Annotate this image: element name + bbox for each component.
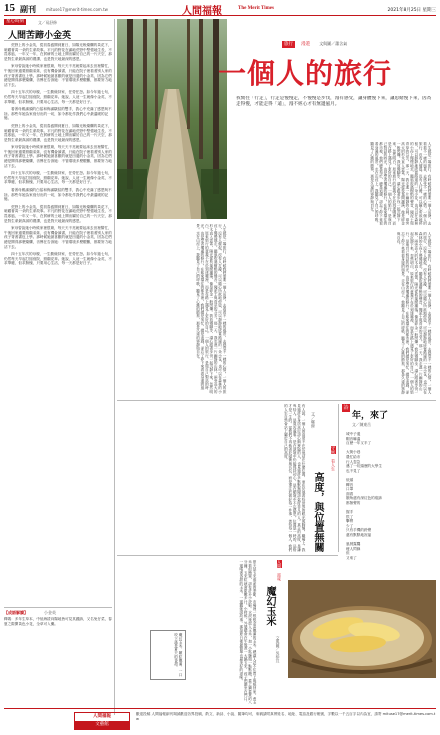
article-byline: 文與圖／蕭含氣 <box>319 41 348 46</box>
masthead: 人間福報 <box>182 6 222 17</box>
poem-line: 百歷一年又半了 <box>346 441 372 446</box>
column-paragraph: 看著母親滿頭的白髮和佈滿皺紋的雙手，我心中充滿了感恩與不捨。那些年她為家庭付出的一切，如今都化作我們心中最溫暖的記憶。 <box>4 107 112 121</box>
poem-line: 面看 <box>346 491 354 496</box>
poem-line: 大街小巷 <box>346 450 361 455</box>
poem-line: 又來了 <box>346 556 357 561</box>
poem-line: 口罩 <box>346 487 354 492</box>
column-paragraph: 荒野上的小金英，從初春盛開到夏日，如陽光般燦爛的黃花下，暗藏著黃一朵的生命故事。平凡的野花在滿地荒野中堅強地生長，不畏寒風，一年又一年，在貧瘠的土地上開出屬於自己的一片天空，那是對生命最真誠的禮讚，也是對天地最深的感恩。 <box>4 123 112 142</box>
recipe-tag-1: 人間 <box>277 560 282 568</box>
poem-line: 額角還有深紅色的痕跡 <box>346 496 382 501</box>
issue-date: 2021年8月25日 星期三 <box>387 8 436 13</box>
essay-header <box>310 404 336 552</box>
poem-line: 還有默默地祝福 <box>346 533 372 538</box>
footer-logo <box>74 712 130 730</box>
poem-line: 低頭 <box>346 477 354 482</box>
recipe-body: 夏天是玉米盛產的季節，市場裡一根根金黃飽滿的玉米，總讓人忍不住買上幾根回家。煮玉米看似簡單，卻有許多小訣竅。水滾後放入玉米，加一小匙鹽與一點點糖，蓋上鍋蓋煮約八分鐘，玉米粒就會甜嫩多汁。小時候，外婆總會在午後煮一大鍋玉米，孩子們圍坐在門口，一邊啃著香甜的玉米，一邊聽她說故事。那是夏日裡最簡單也最美好的滋味。 <box>239 560 257 704</box>
column-paragraph: 荒野上的小金英，從初春盛開到夏日，如陽光般燦爛的黃花下，暗藏著黃一朵的生命故事。平凡的野花在滿地荒野中堅強地生長，不畏寒風，一年又一年，在貧瘠的土地上開出屬於自己的一片天空，那是對生命最真誠的禮讚，也是對天地最深的感恩。 <box>4 204 112 223</box>
poem-line: 農忙給市 <box>346 454 361 459</box>
poem-lines <box>346 432 434 561</box>
essay-tag-1: 守候 <box>331 446 336 454</box>
article-body-col: 人生就是一場旅行，有時候我們需要一個人出發，去看看不一樣的風景，去感受不一樣的心情。一個人的旅行，沒有人催促，沒有人打擾，可以隨心所欲地停留，可以靜靜地欣賞路邊的一朵小花，也可以在森林的小徑上慢慢地走，聽風吹過樹梢的聲音，聞泥土與青草的芬芳。那一天，我走進一片幽靜的山林，兩旁高大的杉木直入雲霄，陽光從枝葉間灑落，像是碎金一般閃爍。我放慢腳步，讓心跟著步伐一起沉靜下來，忽然明白，原來旅行的意義不在於到達哪裡，而是在路上遇見了更好的自己。一個人的旅行，是與自己對話的時光，也是學習獨處的修行。在熙來攘往的都市裡，我們總是匆忙，總是追趕，卻忘了停下來看看身邊的風景。走在山徑上，我聽見了自己的呼吸，聽見了心跳的節奏，那是久違的寧靜與自在。 <box>196 224 227 394</box>
recipe-quote: 魔幻玉米，顆粒飽滿，一口咬下滿是夏天的香甜。 <box>150 630 186 680</box>
column-paragraph: 家母曾說她小時候家裡很窮，每天天不亮就要起床去田裡幫忙，午後回家還要照顧弟妹，沒有機會讀書，只能在院子裡看著別人家的孩子背著書包上學。那時候她最喜歡的就是田邊的小金英，因為它們總是開得那麼燦爛，彷彿在告訴她：不管環境多麼艱難，都要努力地活下去。 <box>4 64 112 87</box>
tag-travel: 旅行 <box>284 42 293 47</box>
corn-photo <box>288 580 436 678</box>
article-tags <box>282 30 348 47</box>
article-body-col: 人生就是一場旅行，有時候我們需要一個人出發，去看看不一樣的風景，去感受不一樣的心情。一個人的旅行，沒有人催促，沒有人打擾，可以隨心所欲地停留，可以靜靜地欣賞路邊的一朵小花，也可以在森林的小徑上慢慢地走，聽風吹過樹梢的聲音，聞泥土與青草的芬芳。那一天，我走進一片幽靜的山林，兩旁高大的杉木直入雲霄，陽光從枝葉間灑落，像是碎金一般閃爍。我放慢腳步，讓心跟著步伐一起沉靜下來，忽然明白，原來旅行的意義不在於到達哪裡，而是在路上遇見了更好的自己。一個人的旅行，是與自己對話的時光，也是學習獨處的修行。在熙來攘往的都市裡，我們總是匆忙，總是追趕，卻忘了停下來看看身邊的風景。走在山徑上，我聽見了自己的呼吸，聽見了心跳的節奏，那是久違的寧靜與自在。 <box>370 142 432 225</box>
essay-tag <box>324 446 343 471</box>
essay-tag-2: 看人生 <box>331 459 336 472</box>
column-tag-label: 星心時刻 <box>6 19 24 24</box>
column-divider <box>114 19 115 715</box>
footer-logo-line1: 人間福報 <box>93 714 111 719</box>
column-paragraph: 家母曾說她小時候家裡很窮，每天天不亮就要起床去田裡幫忙，午後回家還要照顧弟妹，沒有機會讀書，只能在院子裡看著別人家的孩子背著書包上學。那時候她最喜歡的就是田邊的小金英，因為它們總是開得那麼燦爛，彷彿在告訴她：不管環境多麼艱難，都要努力地活下去。 <box>4 145 112 168</box>
poem-line: 拱了 <box>346 514 354 519</box>
essay-byline: 文／鄭修 <box>311 412 316 428</box>
column-body <box>4 43 112 603</box>
poem-line: 帽音嘛溫 <box>346 436 361 441</box>
page-header <box>4 2 436 16</box>
column-title: 人間苦蹄小金英 <box>8 31 72 41</box>
column-paragraph: 家母曾說她小時候家裡很窮，每天天不亮就要起床去田裡幫忙，午後回家還要照顧弟妹，沒有機會讀書，只能在院子裡看著別人家的孩子背著書包上學。那時候她最喜歡的就是田邊的小金英，因為它們總是開得那麼燦爛，彷彿在告訴她：不管環境多麼艱難，都要努力地活下去。 <box>4 226 112 249</box>
poem-line: 都無聲的 <box>346 500 361 505</box>
column-paragraph: 四十五年次的母親，一生勤儉持家，任勞任怨。如今年過七旬，仍然每天早起打掃庭院，照顧花草。她說，人這一生就像小金英，不求華麗，但求無愧，只要用心生活，每一天都是好日子。 <box>4 252 112 266</box>
column-byline: 文／易舒修 <box>38 20 57 25</box>
forest-path-illustration <box>117 19 227 219</box>
divider <box>117 555 338 556</box>
recipe-byline: 文與圖／吳仲宜 <box>276 636 281 663</box>
divider <box>4 607 112 608</box>
column-tag <box>4 19 26 25</box>
divider <box>4 40 112 41</box>
poem-line: 邁了一坑頭歷的大學生 <box>346 464 382 469</box>
poem-line: 但 <box>346 551 350 556</box>
tag-roam: 漫遊 <box>301 42 311 47</box>
poem-line: 轉首 <box>346 482 354 487</box>
poem-title: 年，來了 <box>352 411 389 421</box>
header-email: mituse17@merit-times.com.tw <box>46 7 108 12</box>
recipe-header <box>262 560 284 706</box>
poem-line: 行人忽急 <box>346 459 361 464</box>
forest-photo <box>117 19 227 219</box>
footnote-tag: 【成語解讀】 <box>4 610 28 615</box>
poem-line: 瘦人閃線 <box>346 546 361 551</box>
poem-line: 也不見了 <box>346 468 361 473</box>
poem-byline: 文／陳東岳 <box>352 422 371 427</box>
poem-line: 握手 <box>346 510 354 515</box>
recipe-tag-2: 滋味 <box>277 573 282 582</box>
footer-logo-line2: 文藝館 <box>75 721 129 729</box>
poem-tag: 詩 <box>343 405 349 411</box>
poem-line: 擊臂 <box>346 519 354 524</box>
poem-line: 少了 <box>346 523 354 528</box>
column-paragraph: 看著母親滿頭的白髮和佈滿皺紋的雙手，我心中充滿了感恩與不捨。那些年她為家庭付出的一切，如今都化作我們心中最溫暖的記憶。 <box>4 188 112 202</box>
recipe-tag <box>270 560 289 581</box>
footer <box>4 708 436 732</box>
divider <box>117 400 436 401</box>
section-name: 副刊 <box>20 5 36 14</box>
footer-ad-text: 歡迎投稿 人間福報副刊竭誠歡迎各界投稿，散文、新詩、小說、隨筆均可，來稿請附真實姓名、地址、電話及銀行帳號，字數以一千五百字以內為宜，請寄 mituse17@merit-times.com.tw <box>136 712 436 721</box>
page-number: 15 <box>4 2 15 14</box>
article-title: 一個人的旅行 <box>218 57 393 90</box>
article-lede: 我嚮往「行走」，行走是慢慢走，不慢慢是步伐，漫有感受，讓身體慢下來，讓思緒慢下來，因為走得慢，才能走得「遠」，漫不經心才有無邊風月。 <box>236 96 432 108</box>
footnote-text: 釋義：多年生草本，中低海拔向陽地皆可見其蹤跡，又名兔仔菜，春夏之際開黃色小花，全草可入藥。 <box>4 617 112 626</box>
recipe-title: 魔幻玉米 <box>264 586 275 626</box>
essay-title: 高度，與位置無關 <box>312 472 323 552</box>
poem-line: 風餐露鷹 <box>346 542 361 547</box>
masthead-en: The Merit Times <box>238 6 274 11</box>
poem-line: 城中子邊 <box>346 432 361 436</box>
column-divider <box>338 404 339 552</box>
article-body-col: 人生就是一場旅行，有時候我們需要一個人出發，去看看不一樣的風景，去感受不一樣的心情。一個人的旅行，沒有人催促，沒有人打擾，可以隨心所欲地停留，可以靜靜地欣賞路邊的一朵小花，也可以在森林的小徑上慢慢地走，聽風吹過樹梢的聲音，聞泥土與青草的芬芳。那一天，我走進一片幽靜的山林，兩旁高大的杉木直入雲霄，陽光從枝葉間灑落，像是碎金一般閃爍。我放慢腳步，讓心跟著步伐一起沉靜下來，忽然明白，原來旅行的意義不在於到達哪裡，而是在路上遇見了更好的自己。一個人的旅行，是與自己對話的時光，也是學習獨處的修行。在熙來攘往的都市裡，我們總是匆忙，總是追趕，卻忘了停下來看看身邊的風景。走在山徑上，我聽見了自己的呼吸，聽見了心跳的節奏，那是久違的寧靜與自在。 <box>397 232 432 394</box>
column-paragraph: 四十五年次的母親，一生勤儉持家，任勞任怨。如今年過七旬，仍然每天早起打掃庭院，照顧花草。她說，人這一生就像小金英，不求華麗，但求無愧，只要用心生活，每一天都是好日子。 <box>4 171 112 185</box>
essay-body: 有人說，一個人的高度不在於他站在什麼位置，而在於他看待世界的眼光與胸懷。職場上，我見過許多身居高位卻心胸狹隘的人，也見過許多默默無聞卻氣度非凡的人。真正的高度，是謙卑待人，是寬容處事，是在逆境中仍能保持初心，是在順境中不忘感恩。位置是一時的，品格才是一生的。當我們不再執著於頭銜與名位，而是專注於做好每一件事、善待每一個人，我們的人生自然會站上屬於自己的高度。 <box>284 404 306 552</box>
corn-basket-illustration <box>288 580 436 678</box>
poem-line: 只有手機的鈴聲 <box>346 528 372 533</box>
left-column <box>4 19 112 715</box>
column-paragraph: 荒野上的小金英，從初春盛開到夏日，如陽光般燦爛的黃花下，暗藏著黃一朵的生命故事。平凡的野花在滿地荒野中堅強地生長，不畏寒風，一年又一年，在貧瘠的土地上開出屬於自己的一片天空，那是對生命最真誠的禮讚，也是對天地最深的感恩。 <box>4 43 112 61</box>
footnote-byline: 小金英 <box>44 610 56 615</box>
column-paragraph: 四十五年次的母親，一生勤儉持家，任勞任怨。如今年過七旬，仍然每天早起打掃庭院，照顧花草。她說，人這一生就像小金英，不求華麗，但求無愧，只要用心生活，每一天都是好日子。 <box>4 90 112 104</box>
